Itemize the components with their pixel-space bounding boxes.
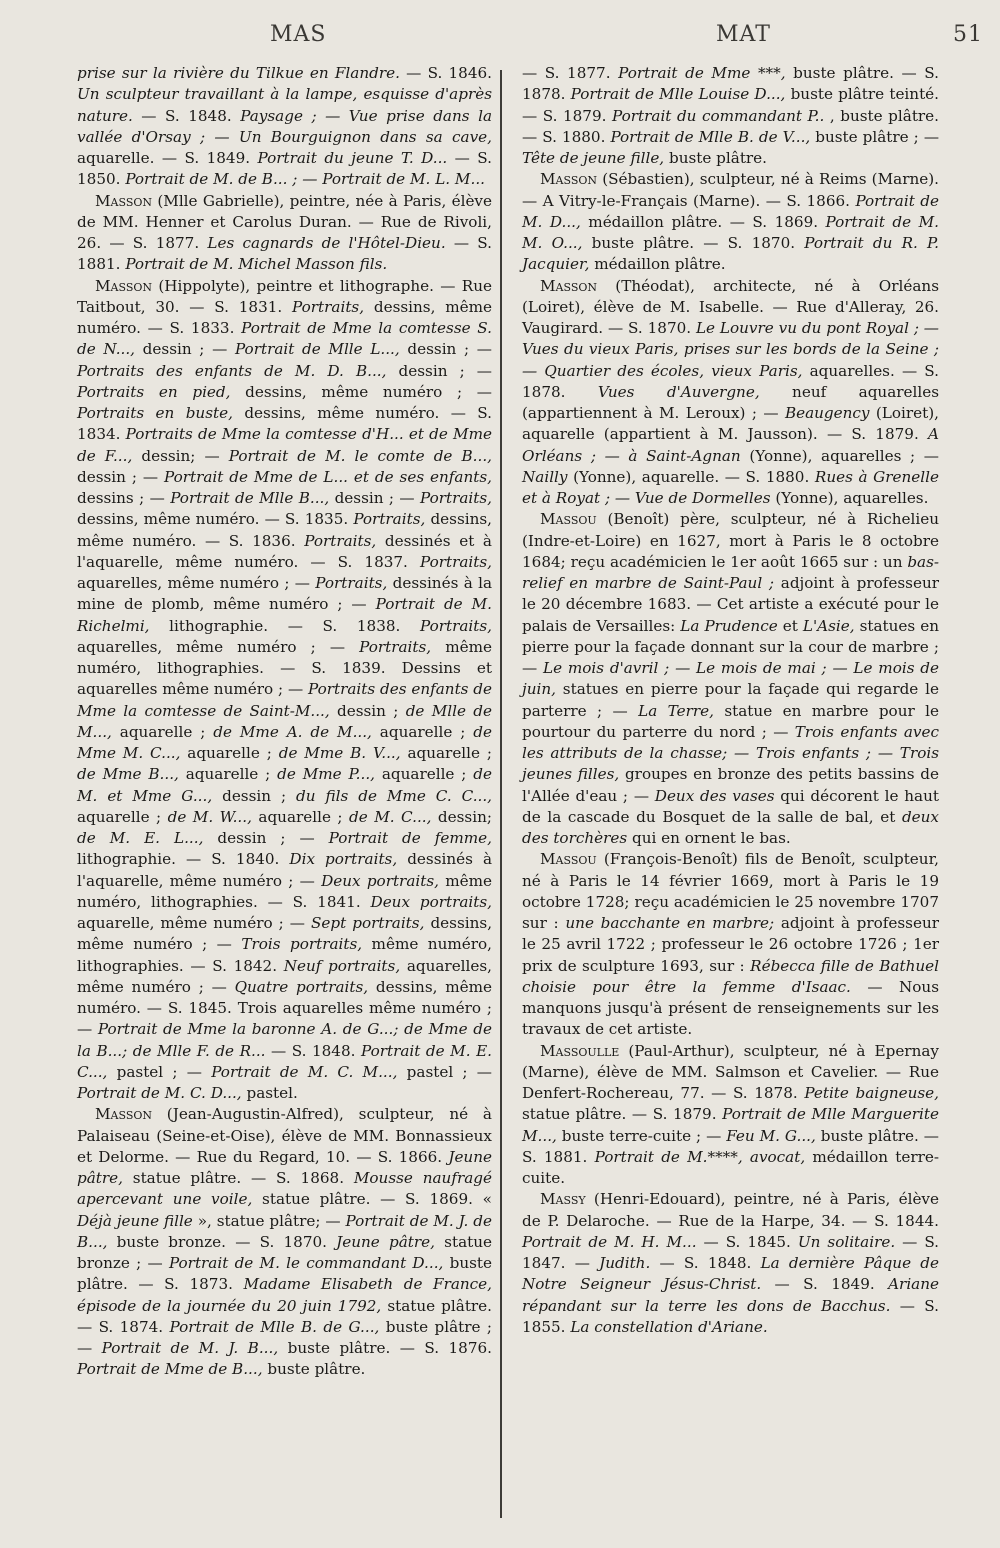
- dictionary-entry: [77, 276, 497, 1105]
- work-title: de Mlle de M...,: [77, 701, 497, 741]
- work-title: La Terre,: [638, 701, 714, 720]
- work-title: Rébecca fille de Bathuel choisie pour être la femme d'Isaac.: [522, 956, 944, 996]
- work-title: Ariane répandant sur la terre les dons de Bacchus.: [522, 1275, 944, 1315]
- entry-text: — S. 1847. —: [522, 1232, 944, 1272]
- entry-text: dessins, même numéro. — S. 1834.: [77, 404, 497, 444]
- work-title: Portrait du R. P. Jacquier,: [522, 234, 944, 274]
- entry-text: (Mlle Gabrielle), peintre, née à Paris, élève de MM. Henner et Carolus Duran. — Rue de Rivoli, 26. — S. 1877.: [77, 191, 497, 252]
- work-title: Portrait de M. Michel Masson fils.: [125, 255, 388, 274]
- work-title: Portraits,: [304, 531, 377, 550]
- entry-text: — S. 1845.: [696, 1232, 798, 1251]
- work-title: L'Asie,: [802, 616, 855, 635]
- entry-text: , buste plâtre. — S. 1880.: [522, 106, 944, 146]
- entry-text: dessin ; —: [329, 489, 420, 507]
- entry-text: qui en ornent le bas.: [627, 829, 791, 847]
- work-title: Petite baigneuse,: [804, 1084, 940, 1102]
- entry-text: (Jean-Augustin-Alfred), sculpteur, né à Palaiseau (Seine-et-Oise), élève de MM. Bonnassieux et Delorme. — Rue du Regard, 10. — S. 1866.: [77, 1105, 497, 1166]
- work-title: Portrait de M. de B... ; — Portrait de M. L. M...: [125, 170, 485, 189]
- entry-text: médaillon terre-cuite.: [522, 1147, 939, 1187]
- entry-text: aquarelle ;: [374, 765, 474, 784]
- work-title: de M. W...,: [167, 807, 252, 826]
- entry-text: dessin; —: [132, 446, 229, 465]
- entry-text: buste plâtre teinté. — S. 1879.: [522, 85, 944, 125]
- entry-text: (Yonne), aquarelle. — S. 1880.: [567, 467, 815, 486]
- work-title: Portrait de femme,: [328, 829, 492, 847]
- entry-text: », statue plâtre; —: [192, 1211, 346, 1230]
- work-title: Portrait du commandant P..: [612, 106, 825, 125]
- work-title: bas-relief en marbre de Saint-Paul ;: [522, 552, 940, 592]
- entry-text: aquarelle ;: [111, 722, 214, 741]
- entry-text: pastel ; —: [397, 1062, 497, 1081]
- entry-text: dessin;: [431, 807, 497, 826]
- entry-text: statue plâtre. — S. 1874.: [77, 1296, 497, 1336]
- work-title: Portrait de M. C. M...,: [211, 1062, 398, 1081]
- entry-text: dessinés et à l'aquarelle, même numéro. — S. 1837.: [77, 531, 497, 571]
- entry-text: aquarelle ;: [178, 765, 278, 784]
- entry-text: aquarelles. — S. 1878.: [522, 361, 944, 401]
- work-title: de M. C...,: [349, 807, 432, 826]
- entry-name: Massou: [540, 850, 597, 869]
- work-title: Portrait de Mlle L...,: [234, 340, 400, 359]
- running-head-left: MAS: [270, 22, 327, 47]
- work-title: Portrait de M. Richelmi,: [77, 595, 497, 635]
- entry-text: — S. 1846.: [399, 64, 497, 82]
- work-title: Portrait de M. M. O...,: [522, 212, 944, 252]
- work-title: Rues à Grenelle et à Royat ; — Vue de Dormelles: [522, 467, 944, 507]
- entry-text: buste plâtre.: [664, 149, 767, 167]
- entry-text: (Yonne), aquarelles.: [770, 489, 929, 507]
- entry-name: Masson: [95, 276, 153, 295]
- entry-text: aquarelles, même numéro ; —: [77, 552, 497, 592]
- work-title: Portrait de Mlle B. de G...,: [169, 1317, 380, 1336]
- work-title: Portrait de Mme ***,: [618, 64, 786, 82]
- work-title: Jeune pâtre,: [77, 1147, 497, 1187]
- entry-text: — S. 1848.: [650, 1254, 761, 1272]
- entry-name: Massy: [540, 1190, 586, 1209]
- entry-text: aquarelle. — S. 1849.: [77, 127, 497, 167]
- entry-text: pastel ; —: [107, 1062, 212, 1081]
- dictionary-entry: [77, 191, 497, 276]
- entry-text: (Loiret), aquarelle (appartient à M. Jausson). — S. 1879.: [522, 404, 944, 444]
- entry-text: aquarelle ;: [180, 744, 279, 762]
- entry-text: aquarelle ;: [251, 807, 350, 826]
- work-title: Portraits,: [419, 552, 492, 571]
- work-title: une bacchante en marbre;: [565, 914, 775, 932]
- entry-text: — S. 1848.: [132, 106, 241, 125]
- work-title: Beaugency: [784, 404, 870, 422]
- dictionary-entry: [77, 1104, 497, 1380]
- work-title: Portraits,: [419, 489, 492, 507]
- entry-text: adjoint à professeur le 25 avril 1722 ; professeur le 26 octobre 1726 ; 1er prix de sculpture 1693, sur :: [522, 914, 944, 975]
- work-title: Portrait de M. C. D...,: [77, 1084, 242, 1102]
- work-title: Quatre portraits,: [234, 977, 369, 996]
- work-title: Le mois d'avril ; — Le mois de mai ; — Le mois de juin,: [522, 659, 944, 699]
- work-title: Portraits en pied,: [77, 382, 231, 401]
- work-title: Tête de jeune fille,: [522, 149, 665, 167]
- work-title: Portraits,: [419, 616, 492, 635]
- work-title: Portrait de Mme de L... et de ses enfants,: [164, 467, 492, 486]
- entry-text: buste plâtre. — S. 1881.: [522, 1126, 944, 1166]
- entry-text: aquarelles, même numéro ; —: [77, 956, 497, 996]
- entry-name: Masson: [540, 170, 598, 189]
- entry-text: dessin ;: [329, 701, 406, 720]
- entry-text: dessin ; —: [386, 361, 497, 380]
- work-title: Vues d'Auvergne,: [597, 382, 760, 401]
- entry-text: buste terre-cuite ; —: [556, 1126, 727, 1145]
- entry-text: buste plâtre. — S. 1878.: [522, 64, 944, 104]
- work-title: La dernière Pâque de Notre Seigneur Jésus-Christ.: [522, 1254, 944, 1294]
- work-title: de M. E. L...,: [77, 829, 204, 847]
- entry-text: — S. 1855.: [522, 1296, 944, 1336]
- entry-text: (Benoît) père, sculpteur, né à Richelieu (Indre-et-Loire) en 1627, mort à Paris le 8 octobre 1684; reçu académicien le 1er août 1665 sur : un: [522, 510, 944, 571]
- entry-text: dessin ; —: [203, 829, 329, 847]
- work-title: Mousse naufragé apercevant une voile,: [77, 1169, 497, 1209]
- entry-text: (Théodat), architecte, né à Orléans (Loiret), élève de M. Isabelle. — Rue d'Alleray, 26. Vaugirard. — S. 1870.: [522, 276, 944, 337]
- entry-text: médaillon plâtre. — S. 1869.: [580, 212, 826, 231]
- work-title: prise sur la rivière du Tilkue en Flandre.: [77, 64, 400, 82]
- work-title: La constellation d'Ariane.: [570, 1317, 768, 1336]
- entry-text: dessins, même numéro ; —: [230, 382, 497, 401]
- entry-text: — S. 1881.: [77, 234, 497, 274]
- work-title: du fils de Mme C. C...,: [296, 786, 492, 805]
- entry-text: statue plâtre. — S. 1879.: [522, 1084, 944, 1124]
- work-title: Portraits,: [359, 637, 432, 656]
- entry-name: Masson: [95, 191, 153, 210]
- entry-text: (Hippolyte), peintre et lithographe. — Rue Taitbout, 30. — S. 1831.: [77, 276, 497, 316]
- entry-continuation: [522, 63, 944, 169]
- work-title: Judith.: [599, 1254, 651, 1272]
- entry-text: — S. 1848.: [265, 1041, 361, 1060]
- entry-text: buste plâtre.: [262, 1360, 366, 1379]
- work-title: Jeune pâtre,: [336, 1232, 435, 1251]
- dictionary-entry: [522, 169, 944, 275]
- entry-text: (Henri-Edouard), peintre, né à Paris, élève de P. Delaroche. — Rue de la Harpe, 34. — S. 1844.: [522, 1190, 944, 1230]
- work-title: Deux portraits,: [370, 892, 492, 911]
- work-title: Portrait de Mlle B...,: [170, 489, 330, 507]
- work-title: Dix portraits,: [289, 850, 398, 869]
- entry-text: même numéro, lithographies. — S. 1842.: [77, 935, 497, 975]
- work-title: Un sculpteur travaillant à la lampe, esquisse d'après nature.: [77, 85, 497, 125]
- work-title: Trois portraits,: [241, 935, 363, 954]
- work-title: Portrait de M. le comte de B...,: [228, 446, 492, 465]
- work-title: de Mme A. de M...,: [213, 722, 372, 741]
- work-title: de Mme M. C...,: [77, 722, 497, 762]
- work-title: Portrait de M. E. C...,: [77, 1041, 497, 1081]
- work-title: Deux portraits,: [321, 871, 439, 890]
- work-title: Portrait de M.****, avocat,: [594, 1147, 806, 1166]
- entry-text: dessins, même numéro. — S. 1833.: [77, 297, 497, 337]
- entry-text: — S. 1849.: [761, 1275, 889, 1294]
- work-title: de Mme B. V...,: [278, 744, 401, 762]
- work-title: Portraits,: [315, 574, 388, 592]
- entry-text: (Yonne), aquarelles ; —: [740, 446, 944, 465]
- work-title: Portraits de Mme la comtesse d'H... et de Mme de F...,: [77, 425, 497, 465]
- page-number: 51: [953, 22, 983, 47]
- work-title: Un solitaire.: [797, 1232, 896, 1251]
- entry-text: médaillon plâtre.: [589, 255, 726, 274]
- entry-text: aquarelles, même numéro ; —: [77, 616, 497, 656]
- entry-text: lithographie. — S. 1840.: [77, 829, 497, 869]
- left-column: [77, 63, 497, 1381]
- entry-name: Masson: [95, 1105, 153, 1124]
- work-title: La Prudence: [680, 616, 778, 635]
- work-title: Portrait de Mlle Louise D...,: [570, 85, 786, 104]
- work-title: Portrait de Mme de B...,: [77, 1360, 263, 1379]
- work-title: Portrait de M. H. M...: [522, 1232, 697, 1251]
- work-title: Portrait de M. J. B...,: [101, 1339, 279, 1357]
- entry-text: neuf aquarelles (appartiennent à M. Leroux) ; —: [522, 382, 944, 422]
- entry-text: buste plâtre. — S. 1873.: [77, 1254, 497, 1294]
- dictionary-entry: [522, 1041, 944, 1190]
- entry-text: dessinés à la mine de plomb, même numéro ; —: [77, 574, 497, 614]
- entry-text: groupes en bronze des petits bassins de l'Allée d'eau ; —: [522, 765, 944, 805]
- dictionary-entry: [522, 1189, 944, 1338]
- work-title: Portraits,: [353, 510, 426, 529]
- running-head-right: MAT: [716, 22, 771, 47]
- work-title: Nailly: [522, 467, 568, 486]
- work-title: Portraits en buste,: [77, 404, 233, 422]
- work-title: Portrait de Mme la baronne A. de G...; de Mme de la B...; de Mlle F. de R...: [77, 1020, 497, 1060]
- entry-text: dessins, même numéro. — S. 1845. Trois aquarelles même numéro ; —: [77, 977, 497, 1039]
- entry-text: — S. 1850.: [77, 149, 497, 189]
- work-title: Portraits des enfants de M. D. B...,: [77, 361, 387, 380]
- work-title: de M. et Mme G...,: [77, 765, 497, 805]
- entry-text: statue plâtre. — S. 1868.: [122, 1169, 354, 1187]
- work-title: Portrait du jeune T. D...: [257, 149, 448, 167]
- work-title: Portrait de Mlle B. de V...,: [610, 127, 811, 146]
- entry-text: même numéro, lithographies. — S. 1841.: [77, 871, 497, 911]
- work-title: Portrait de Mme la comtesse S. de N...,: [77, 319, 497, 359]
- entry-continuation: [77, 63, 497, 191]
- work-title: Feu M. G...,: [726, 1126, 816, 1145]
- entry-name: Masson: [540, 276, 598, 295]
- work-title: Paysage ; — Vue prise dans la vallée d'Orsay ; — Un Bourguignon dans sa cave,: [77, 106, 497, 146]
- work-title: de Mme P...,: [277, 765, 375, 784]
- work-title: Portraits,: [292, 297, 365, 316]
- work-title: Déjà jeune fille: [77, 1211, 193, 1230]
- work-title: Les cagnards de l'Hôtel-Dieu.: [207, 234, 446, 252]
- entry-text: aquarelle ;: [77, 786, 497, 826]
- work-title: Deux des vases: [654, 786, 775, 805]
- entry-text: buste plâtre. — S. 1870.: [582, 234, 805, 252]
- entry-text: dessins ; —: [77, 467, 497, 507]
- work-title: Portrait de M. J. de B...,: [77, 1211, 497, 1251]
- work-title: Portrait de M. le commandant D...,: [168, 1254, 444, 1272]
- work-title: Madame Elisabeth de France, épisode de la journée du 20 juin 1792,: [77, 1275, 497, 1315]
- work-title: Trois enfants avec les attributs de la chasse; — Trois enfants ; — Trois jeunes filles,: [522, 722, 944, 784]
- entry-text: aquarelle, même numéro ; —: [77, 892, 497, 932]
- entry-text: — S. 1877.: [522, 64, 619, 82]
- entry-text: statue bronze ; —: [77, 1232, 497, 1272]
- right-column: [522, 63, 944, 1338]
- column-divider: [500, 70, 502, 1518]
- entry-text: statue plâtre. — S. 1869. «: [252, 1190, 497, 1209]
- work-title: Portraits des enfants de Mme la comtesse de Saint-M...,: [77, 680, 497, 720]
- entry-text: dessinés à l'aquarelle, même numéro ; —: [77, 850, 497, 890]
- entry-text: dessin ; —: [399, 340, 497, 359]
- entry-text: dessin ; —: [135, 340, 235, 359]
- entry-text: — Nous manquons jusqu'à présent de renseignements sur les travaux de cet artiste.: [522, 977, 944, 1039]
- entry-text: dessins, même numéro ; —: [77, 914, 497, 954]
- entry-text: aquarelle ;: [400, 744, 497, 762]
- entry-text: buste plâtre ; —: [77, 1317, 497, 1357]
- entry-text: même numéro, lithographies. — S. 1839. Dessins et aquarelles même numéro ; —: [77, 637, 497, 699]
- entry-text: buste plâtre. — S. 1876.: [278, 1339, 497, 1357]
- entry-name: Massou: [540, 510, 597, 529]
- entry-text: qui décorent le haut de la cascade du Bosquet de la salle de bal, et: [522, 786, 944, 826]
- entry-text: et: [777, 616, 803, 635]
- entry-text: statue en marbre pour le pourtour du parterre du nord ; —: [522, 701, 944, 741]
- entry-text: (François-Benoît) fils de Benoît, sculpteur, né à Paris le 14 février 1669, mort à Paris le 19 octobre 1728; reçu académicien le 25 novembre 1707 sur :: [522, 850, 944, 932]
- entry-text: statues en pierre pour la façade donnant sur la cour de marbre ; —: [522, 616, 944, 677]
- entry-text: pastel.: [241, 1084, 298, 1102]
- entry-text: (Paul-Arthur), sculpteur, né à Epernay (Marne), élève de MM. Salmson et Cavelier. — Rue Denfert-Rochereau, 77. — S. 1878.: [522, 1041, 944, 1102]
- entry-text: dessins, même numéro. — S. 1836.: [77, 510, 497, 550]
- dictionary-entry: [522, 276, 944, 510]
- work-title: Sept portraits,: [311, 914, 425, 932]
- entry-text: aquarelle ;: [371, 722, 474, 741]
- work-title: deux des torchères: [522, 807, 944, 847]
- entry-text: (Sébastien), sculpteur, né à Reims (Marne). — A Vitry-le-Français (Marne). — S. 1866.: [522, 170, 944, 210]
- entry-text: dessin ; —: [77, 446, 497, 486]
- work-title: Portrait de Mlle Marguerite M...,: [522, 1105, 944, 1145]
- work-title: A Orléans ; — à Saint-Agnan: [522, 425, 944, 465]
- work-title: de Mme B...,: [77, 765, 179, 784]
- work-title: Portrait de M. D...,: [522, 191, 944, 231]
- entry-text: statues en pierre pour la façade qui regarde le parterre ; —: [522, 680, 944, 720]
- work-title: Neuf portraits,: [283, 956, 401, 975]
- entry-text: dessin ;: [212, 786, 297, 805]
- entry-text: adjoint à professeur le 20 décembre 1683. — Cet artiste a exécuté pour le palais de Versailles:: [522, 574, 944, 635]
- dictionary-entry: [522, 849, 944, 1040]
- entry-text: dessins, même numéro. — S. 1835.: [77, 489, 497, 529]
- entry-text: buste bronze. — S. 1870.: [107, 1232, 337, 1251]
- dictionary-entry: [522, 509, 944, 849]
- entry-name: Massoulle: [540, 1041, 620, 1060]
- entry-text: buste plâtre ; —: [810, 127, 944, 146]
- work-title: Le Louvre vu du pont Royal ; — Vues du vieux Paris, prises sur les bords de la Seine ; — Quartier des écoles, vieux Paris,: [522, 319, 944, 380]
- entry-text: lithographie. — S. 1838.: [149, 616, 420, 635]
